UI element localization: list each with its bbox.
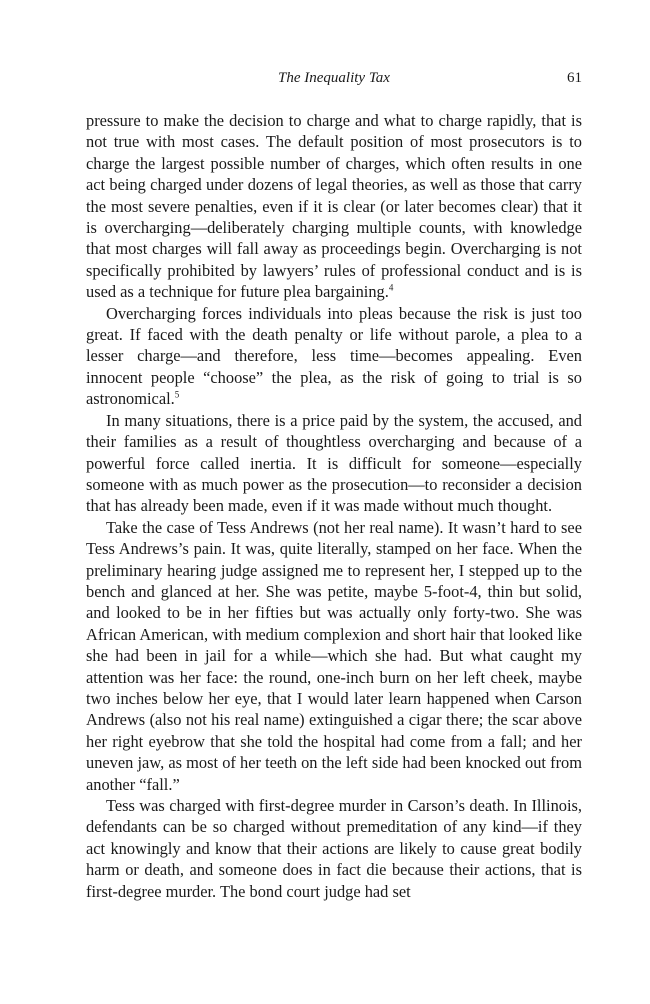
running-header: [86, 70, 582, 96]
paragraph-text: Tess was charged with first-degree murder in Carson’s death. In Illinois, defendants can be so charged without premeditation of any kind—if they act knowingly and know that their actions are likely to cause great bodily harm or death, and someone does in fact die because their actions, that is first-degree murder. The bond court judge had set: [86, 796, 582, 901]
body-text: [86, 110, 582, 902]
running-header-title: The Inequality Tax: [278, 70, 390, 86]
paragraph-text: In many situations, there is a price paid by the system, the accused, and their families as a result of thoughtless overcharging and because of a powerful force called inertia. It is difficult for someone—especially someone with as much power as the prosecution—to reconsider a decision that has already been made, even if it was made without much thought.: [86, 410, 582, 516]
footnote-marker[interactable]: 5: [174, 389, 180, 400]
paragraph-text: Take the case of Tess Andrews (not her real name). It wasn’t hard to see Tess Andrews’s pain. It was, quite literally, stamped on her face. When the preliminary hearing judge assigned me to represent her, I stepped up to the bench and glanced at her. She was petite, maybe 5-foot-4, thin but solid, and looked to be in her fifties but was actually only forty-two. She was African American, with medium complexion and short hair that looked like she had been in jail for a while—which she had. But what caught my attention was her face: the round, one-inch burn on her left cheek, maybe two inches below her eye, that I would later learn happened when Carson Andrews (also not his real name) extinguished a cigar there; the scar above her right eyebrow that she told the hospital had come from a fall; and her uneven jaw, as most of her teeth on the left side had been knocked out from another “fall.”: [86, 517, 582, 794]
footnote-marker[interactable]: 4: [388, 282, 394, 293]
book-page: [86, 70, 582, 902]
paragraph: [86, 303, 582, 410]
paragraph-text: Overcharging forces individuals into pleas because the risk is just too great. If faced with the death penalty or life without parole, a plea to a lesser charge—and therefore, less time—becomes appealing. Even innocent people “choose” the plea, as the risk of going to trial is so astronomical.: [86, 303, 582, 409]
paragraph-text: pressure to make the decision to charge and what to charge rapidly, that is not true with most cases. The default position of most prosecutors is to charge the largest possible number of charges, which often results in one act being charged under dozens of legal theories, as well as those that carry the most severe penalties, even if it is clear (or later becomes clear) that it is overcharging—deliberately charging multiple counts, with knowledge that most charges will fall away as proceedings begin. Overcharging is not specifically prohibited by lawyers’ rules of professional conduct and is is used as a technique for future plea bargaining.: [86, 111, 582, 302]
paragraph: [86, 110, 582, 303]
page-number: 61: [567, 70, 582, 86]
paragraph: [86, 410, 582, 517]
paragraph: [86, 517, 582, 795]
paragraph: [86, 795, 582, 902]
